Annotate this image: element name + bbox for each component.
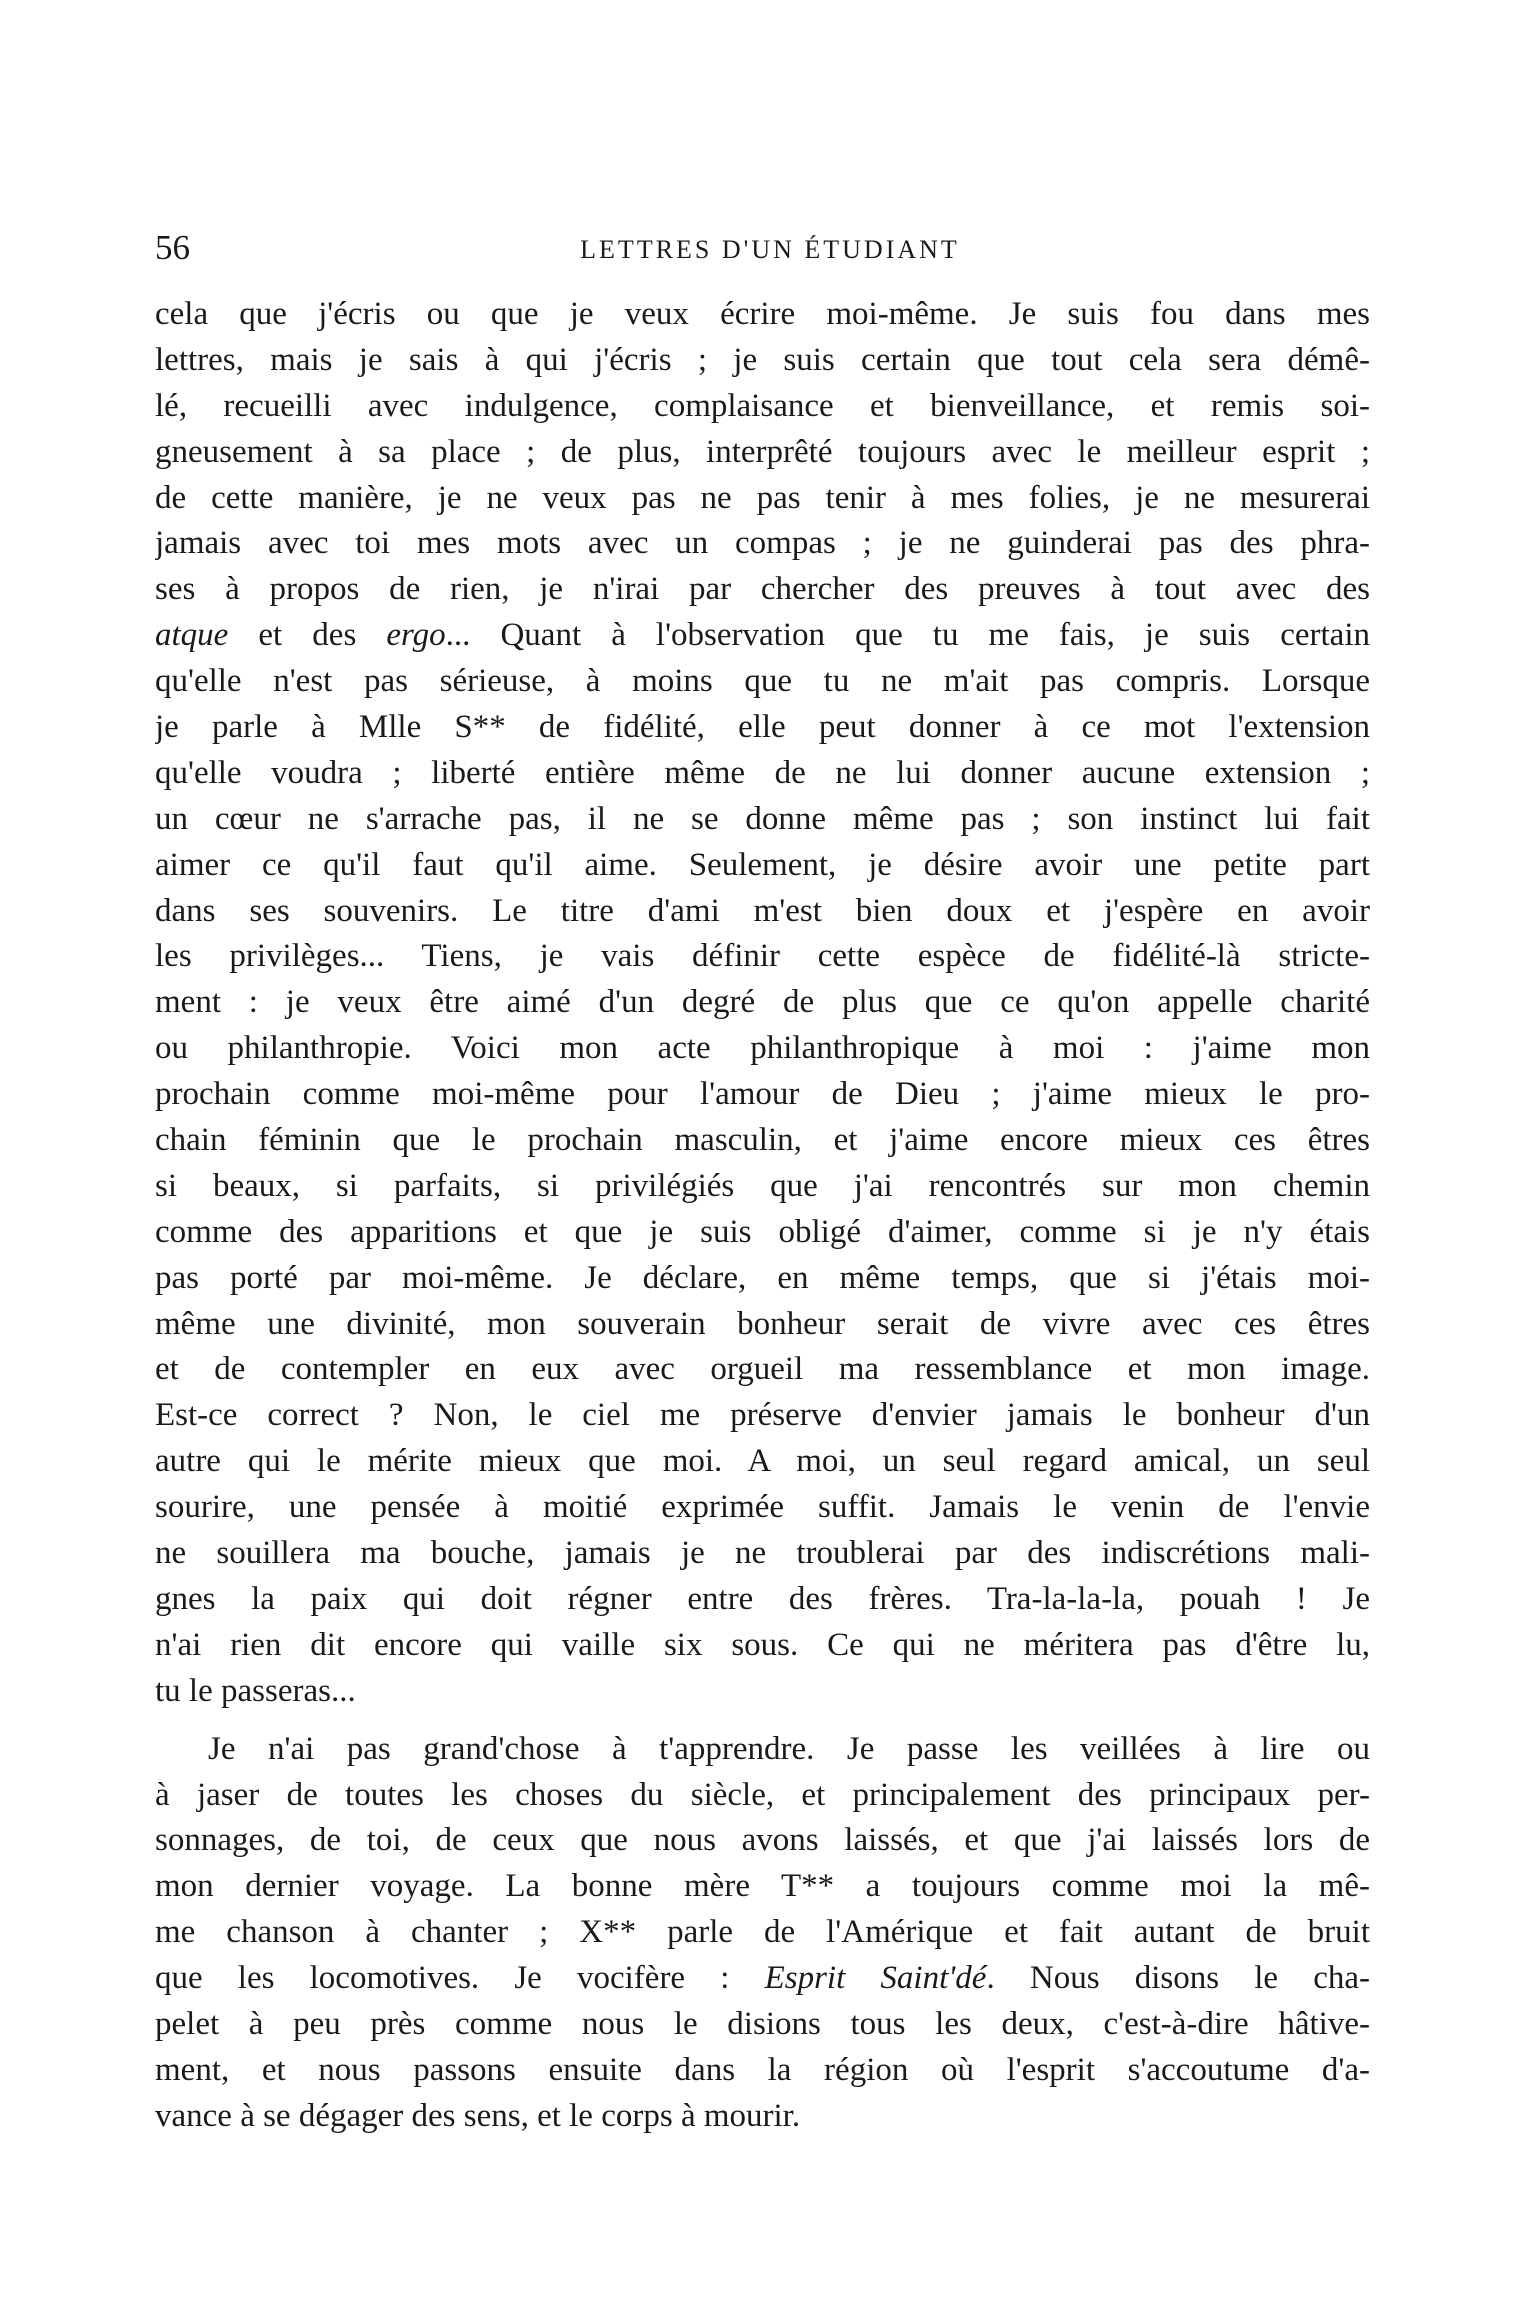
text-line: comme des apparitions et que je suis obligé d'aimer, comme si je n'y étais xyxy=(155,1213,1370,1250)
text-line: qu'elle voudra ; liberté entière même de ne lui donner aucune extension ; xyxy=(155,754,1370,791)
text-line: pelet à peu près comme nous le disions tous les deux, c'est-à-dire hâtive- xyxy=(155,2005,1370,2042)
text-line: lettres, mais je sais à qui j'écris ; je suis certain que tout cela sera démê- xyxy=(155,341,1370,378)
text-line: à jaser de toutes les choses du siècle, et principalement des principaux per- xyxy=(155,1776,1370,1813)
text-line: ses à propos de rien, je n'irai par chercher des preuves à tout avec des xyxy=(155,571,1370,608)
text-line: qu'elle n'est pas sérieuse, à moins que tu ne m'ait pas compris. Lorsque xyxy=(155,663,1370,700)
text-line: sonnages, de toi, de ceux que nous avons laissés, et que j'ai laissés lors de xyxy=(155,1822,1370,1859)
text-line: atque et des ergo... Quant à l'observation que tu me fais, je suis certain xyxy=(155,617,1370,654)
text-body xyxy=(155,292,1370,2140)
text-line: ne souillera ma bouche, jamais je ne troublerai par des indiscrétions mali- xyxy=(155,1535,1370,1572)
text-line: n'ai rien dit encore qui vaille six sous. Ce qui ne méritera pas d'être lu, xyxy=(155,1626,1370,1663)
text-line: et de contempler en eux avec orgueil ma ressemblance et mon image. xyxy=(155,1351,1370,1388)
text-line: dans ses souvenirs. Le titre d'ami m'est bien doux et j'espère en avoir xyxy=(155,892,1370,929)
paragraph xyxy=(155,292,1370,1715)
text-line: même une divinité, mon souverain bonheur serait de vivre avec ces êtres xyxy=(155,1305,1370,1342)
text-line: jamais avec toi mes mots avec un compas ; je ne guinderai pas des phra- xyxy=(155,525,1370,562)
text-line: autre qui le mérite mieux que moi. A moi, un seul regard amical, un seul xyxy=(155,1443,1370,1480)
text-line: je parle à Mlle S** de fidélité, elle peut donner à ce mot l'extension xyxy=(155,709,1370,746)
page-number: 56 xyxy=(155,228,190,267)
text-line: aimer ce qu'il faut qu'il aime. Seulement, je désire avoir une petite part xyxy=(155,846,1370,883)
paragraph-gap xyxy=(155,1715,1370,1727)
text-line: Est-ce correct ? Non, le ciel me préserve d'envier jamais le bonheur d'un xyxy=(155,1397,1370,1434)
text-line: sourire, une pensée à moitié exprimée suffit. Jamais le venin de l'envie xyxy=(155,1489,1370,1526)
paragraph xyxy=(155,1727,1370,2140)
text-line: ou philanthropie. Voici mon acte philanthropique à moi : j'aime mon xyxy=(155,1030,1370,1067)
text-line: les privilèges... Tiens, je vais définir cette espèce de fidélité-là stricte- xyxy=(155,938,1370,975)
text-line: gneusement à sa place ; de plus, interprêté toujours avec le meilleur esprit ; xyxy=(155,433,1370,470)
running-head xyxy=(155,226,1365,270)
text-line: ment, et nous passons ensuite dans la région où l'esprit s'accoutume d'a- xyxy=(155,2051,1370,2088)
text-line: ment : je veux être aimé d'un degré de plus que ce qu'on appelle charité xyxy=(155,984,1370,1021)
text-line: gnes la paix qui doit régner entre des frères. Tra-la-la-la, pouah ! Je xyxy=(155,1580,1370,1617)
text-line: un cœur ne s'arrache pas, il ne se donne même pas ; son instinct lui fait xyxy=(155,800,1370,837)
text-line: tu le passeras... xyxy=(155,1672,356,1709)
text-line: Je n'ai pas grand'chose à t'apprendre. Je passe les veillées à lire ou xyxy=(208,1730,1370,1767)
text-line: pas porté par moi-même. Je déclare, en même temps, que si j'étais moi- xyxy=(155,1259,1370,1296)
text-line: me chanson à chanter ; X** parle de l'Amérique et fait autant de bruit xyxy=(155,1914,1370,1951)
text-line: cela que j'écris ou que je veux écrire moi-même. Je suis fou dans mes xyxy=(155,296,1370,332)
text-line: de cette manière, je ne veux pas ne pas tenir à mes folies, je ne mesurerai xyxy=(155,479,1370,516)
text-line: vance à se dégager des sens, et le corps à mourir. xyxy=(155,2097,801,2134)
text-line: prochain comme moi-même pour l'amour de Dieu ; j'aime mieux le pro- xyxy=(155,1076,1370,1113)
text-line: lé, recueilli avec indulgence, complaisance et bienveillance, et remis soi- xyxy=(155,387,1370,424)
text-line: chain féminin que le prochain masculin, et j'aime encore mieux ces êtres xyxy=(155,1122,1370,1159)
text-line: que les locomotives. Je vocifère : Esprit Saint'dé. Nous disons le cha- xyxy=(155,1960,1370,1997)
text-line: mon dernier voyage. La bonne mère T** a toujours comme moi la mê- xyxy=(155,1868,1370,1905)
running-title: LETTRES D'UN ÉTUDIANT xyxy=(580,235,960,264)
text-line: si beaux, si parfaits, si privilégiés que j'ai rencontrés sur mon chemin xyxy=(155,1167,1370,1204)
